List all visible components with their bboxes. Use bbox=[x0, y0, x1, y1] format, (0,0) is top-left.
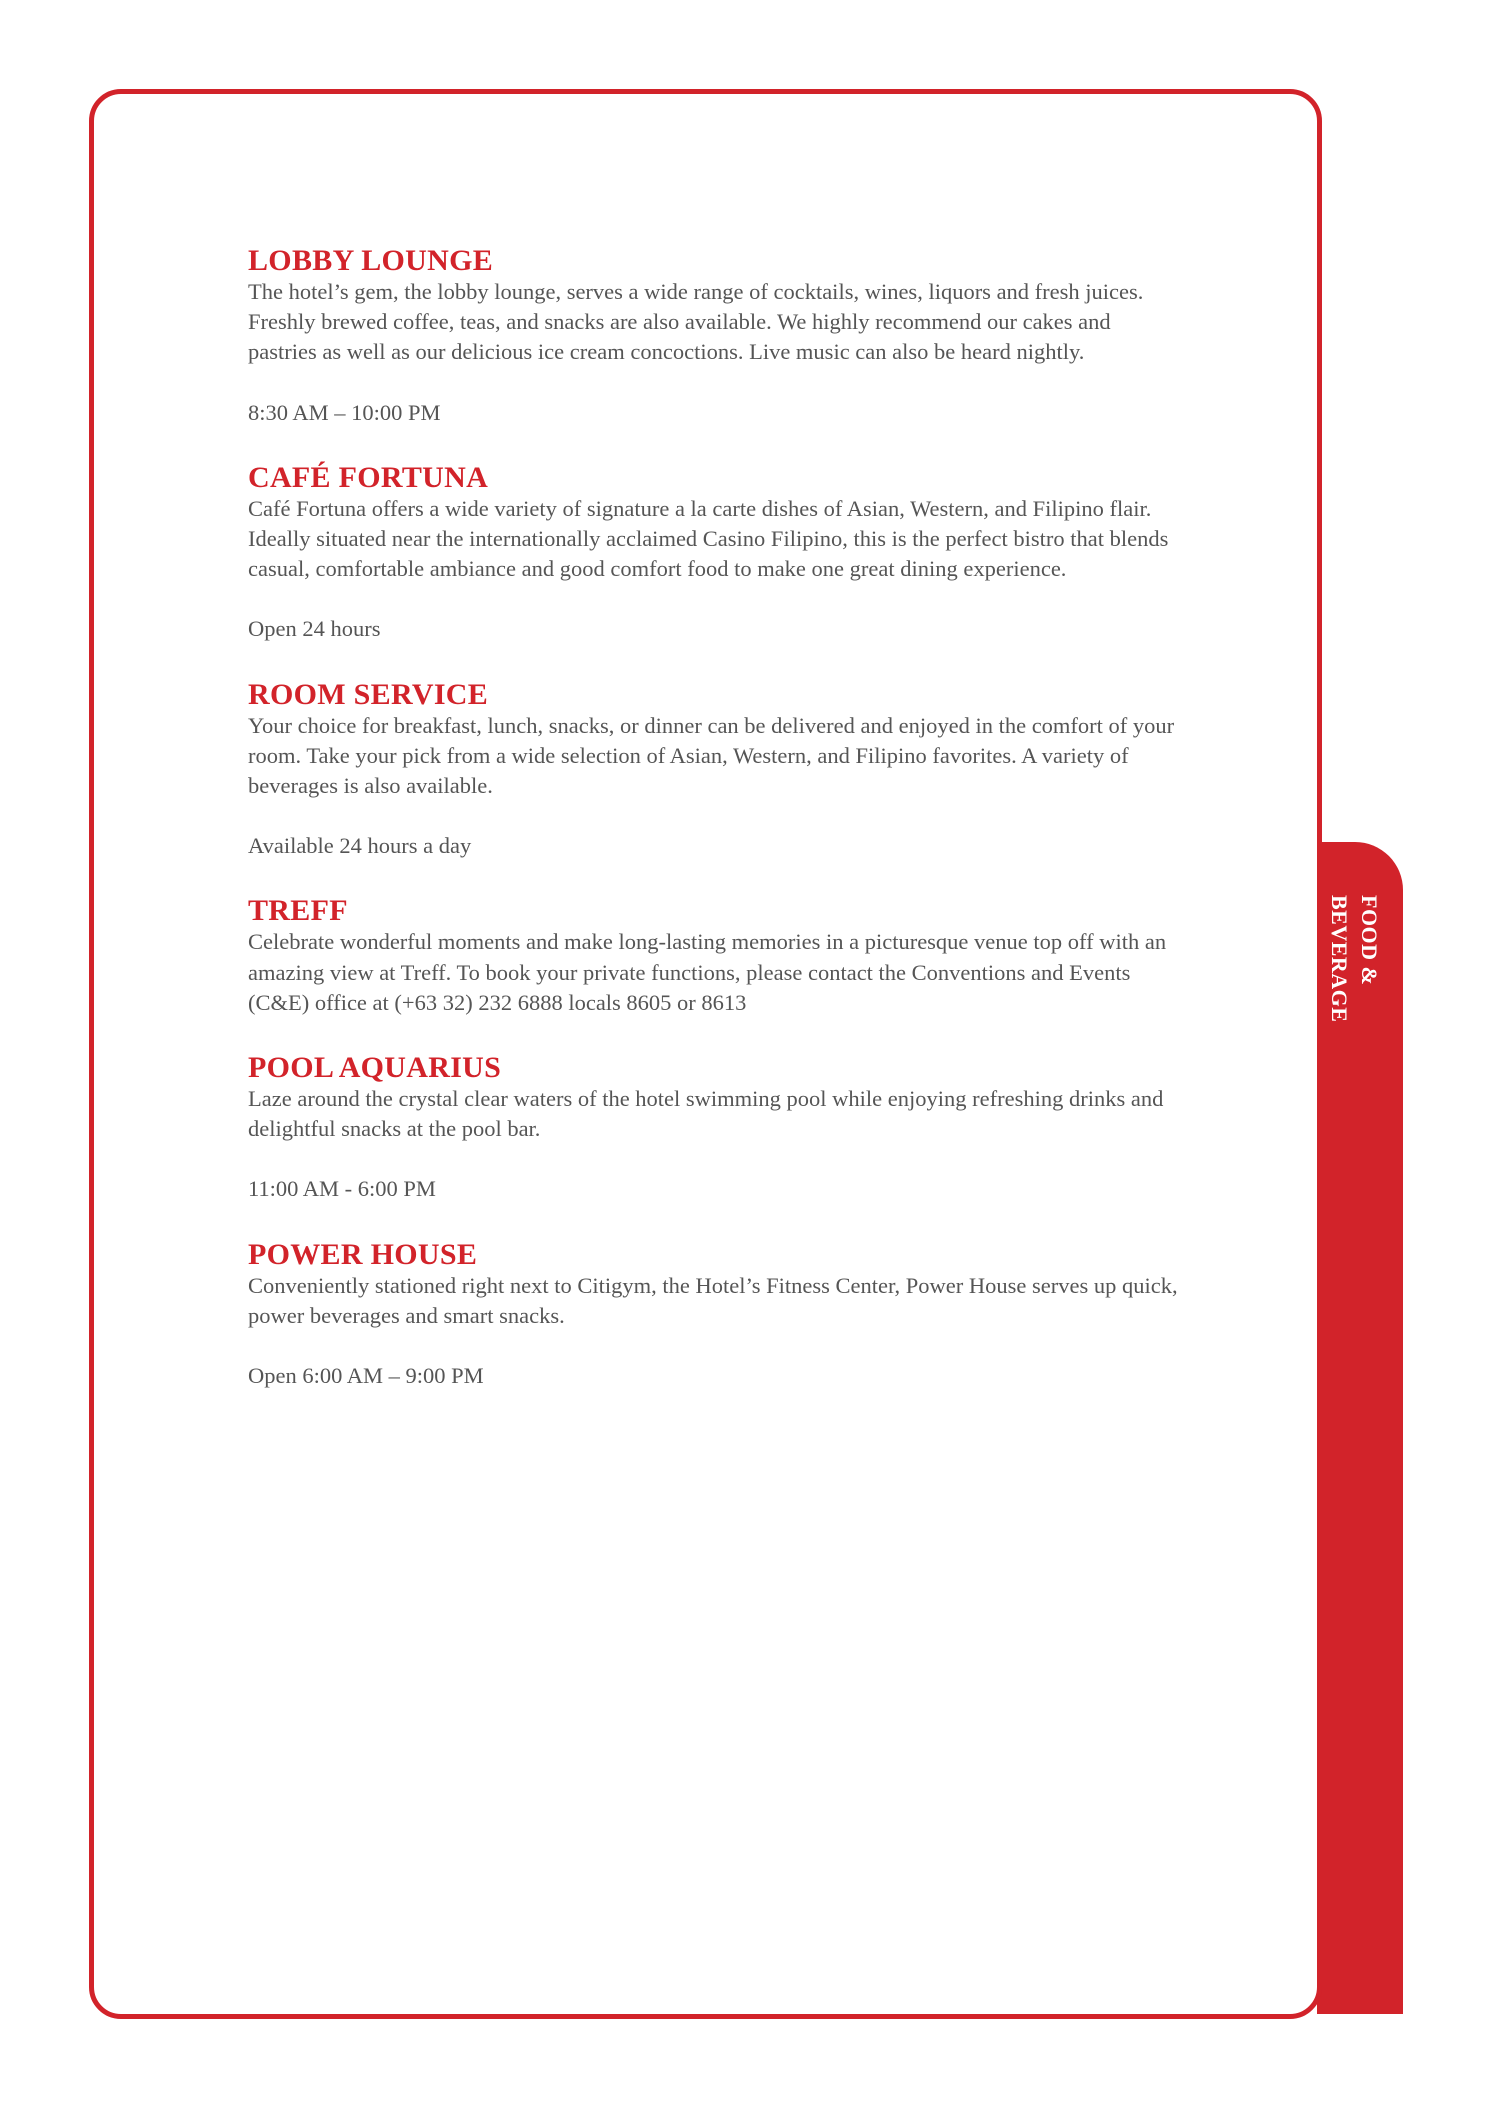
venue-description: Café Fortuna offers a wide variety of signature a la carte dishes of Asian, Western, and Filipino flair. Ideally situated near the internationally acclaimed Casino Filipino, this is the perfect bistro that blends casual, comfortable ambiance and good comfort food to make one great dining experience. bbox=[248, 495, 1169, 582]
venue-cafe-fortuna bbox=[248, 462, 1178, 645]
venue-description: Laze around the crystal clear waters of the hotel swimming pool while enjoying refreshing drinks and delightful snacks at the pool bar. bbox=[248, 1086, 1164, 1142]
venue-lobby-lounge bbox=[248, 245, 1178, 428]
venue-description: Conveniently stationed right next to Citigym, the Hotel’s Fitness Center, Power House serves up quick, power beverages and smart snacks. bbox=[248, 1272, 1178, 1328]
tab-label: FOOD & BEVERAGE bbox=[1327, 895, 1382, 1023]
venue-description: Your choice for breakfast, lunch, snacks, or dinner can be delivered and enjoyed in the comfort of your room. Take your pick from a wide selection of Asian, Western, and Filipino favorites. A variety of beverages is also available. bbox=[248, 712, 1175, 799]
venue-hours: 11:00 AM - 6:00 PM bbox=[248, 1176, 436, 1202]
venue-title: CAFÉ FORTUNA bbox=[248, 460, 489, 494]
venue-title: ROOM SERVICE bbox=[248, 677, 489, 711]
venue-list bbox=[248, 245, 1178, 1425]
venue-title: POWER HOUSE bbox=[248, 1237, 478, 1271]
venue-title: TREFF bbox=[248, 894, 348, 928]
venue-title: LOBBY LOUNGE bbox=[248, 244, 494, 277]
venue-hours: Available 24 hours a day bbox=[248, 833, 472, 859]
venue-hours: Open 24 hours bbox=[248, 616, 381, 642]
venue-pool-aquarius bbox=[248, 1052, 1178, 1205]
venue-hours: Open 6:00 AM – 9:00 PM bbox=[248, 1363, 484, 1389]
venue-room-service bbox=[248, 679, 1178, 862]
venue-treff bbox=[248, 895, 1178, 1018]
venue-description: Celebrate wonderful moments and make long-lasting memories in a picturesque venue top off with an amazing view at Treff. To book your private functions, please contact the Conventions and Events (C&E) office at (+63 32) 232 6888 locals 8605 or 8613 bbox=[248, 929, 1167, 1015]
venue-description: The hotel’s gem, the lobby lounge, serves a wide range of cocktails, wines, liquors and fresh juices. Freshly brewed coffee, teas, and snacks are also available. We highly recommend our cakes and pastries as well as our delicious ice cream concoctions. Live music can also be heard nightly. bbox=[248, 279, 1144, 365]
venue-power-house bbox=[248, 1239, 1178, 1392]
venue-title: POOL AQUARIUS bbox=[248, 1051, 502, 1085]
venue-hours: 8:30 AM – 10:00 PM bbox=[248, 399, 441, 425]
